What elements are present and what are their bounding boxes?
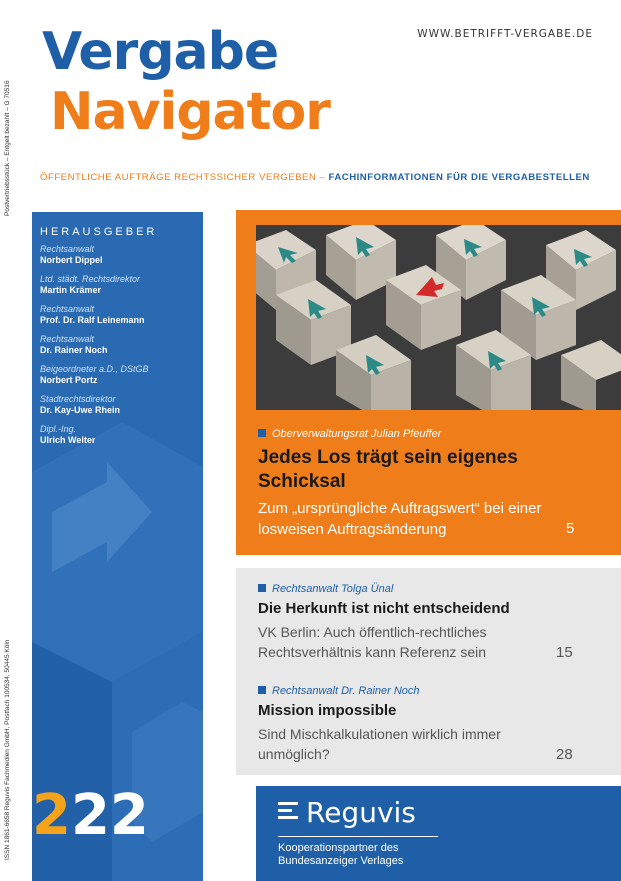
herausgeber-name: Prof. Dr. Ralf Leinemann <box>40 315 145 325</box>
postal-imprint: Postvertriebsstück – Entgelt bezahlt – G 70516 <box>4 80 11 216</box>
herausgeber-name: Dr. Kay-Uwe Rhein <box>40 405 121 415</box>
article-subline: VK Berlin: Auch öffentlich-rechtliches Rechtsverhältnis kann Referenz sein <box>258 624 487 660</box>
tagline <box>40 172 590 183</box>
herausgeber-item <box>40 364 200 386</box>
bullet-square-icon <box>258 686 266 694</box>
lead-article-page: 5 <box>566 520 575 537</box>
herausgeber-role: Rechtsanwalt <box>40 304 95 314</box>
herausgeber-title: HERAUSGEBER <box>40 226 158 238</box>
publisher-block <box>256 786 621 881</box>
article-page: 28 <box>556 746 573 763</box>
herausgeber-item <box>40 424 200 446</box>
tagline-part2: FACHINFORMATIONEN FÜR DIE VERGABESTELLEN <box>328 172 590 183</box>
cover-photo-arrow-cubes <box>256 225 621 410</box>
website-url[interactable]: WWW.BETRIFFT-VERGABE.DE <box>417 28 593 40</box>
publisher-divider <box>278 836 438 837</box>
article-page: 15 <box>556 644 573 661</box>
reguvis-logo-icon <box>278 800 300 820</box>
herausgeber-name: Dr. Rainer Noch <box>40 345 108 355</box>
article-headline[interactable]: Mission impossible <box>258 702 397 719</box>
herausgeber-list <box>40 244 200 454</box>
issn-imprint: ISSN 1861-6658 Reguvis Fachmedien GmbH, Postfach 100534, 50445 Köln <box>4 639 11 860</box>
issue-number <box>32 783 149 848</box>
lead-article-author: Oberverwaltungsrat Julian Pfeuffer <box>258 428 441 440</box>
herausgeber-role: Stadtrechtsdirektor <box>40 394 116 404</box>
issue-year: 22 <box>70 783 149 848</box>
article-subline: Sind Mischkalkulationen wirklich immer unmöglich? <box>258 726 501 762</box>
herausgeber-item <box>40 274 200 296</box>
article-headline[interactable]: Die Herkunft ist nicht entscheidend <box>258 600 510 617</box>
herausgeber-item <box>40 334 200 356</box>
tagline-part1: ÖFFENTLICHE AUFTRÄGE RECHTSSICHER VERGEBEN – <box>40 172 326 183</box>
arrow-cubes-illustration <box>256 225 621 410</box>
herausgeber-name: Norbert Dippel <box>40 255 103 265</box>
publisher-subline: Kooperationspartner des Bundesanzeiger Verlages <box>278 842 404 867</box>
logo-navigator: Navigator <box>50 82 330 142</box>
herausgeber-role: Ltd. städt. Rechtsdirektor <box>40 274 141 284</box>
article-author: Rechtsanwalt Tolga Ünal <box>258 583 393 595</box>
publisher-name: Reguvis <box>306 796 416 829</box>
herausgeber-item <box>40 394 200 416</box>
logo-vergabe: Vergabe <box>42 22 279 82</box>
herausgeber-name: Martin Krämer <box>40 285 102 295</box>
herausgeber-name: Norbert Portz <box>40 375 98 385</box>
herausgeber-role: Dipl.-Ing. <box>40 424 77 434</box>
bullet-square-icon <box>258 429 266 437</box>
herausgeber-column <box>32 212 203 881</box>
herausgeber-name: Ulrich Welter <box>40 435 96 445</box>
lead-article-headline[interactable]: Jedes Los trägt sein eigenes Schicksal <box>258 447 518 492</box>
bullet-square-icon <box>258 584 266 592</box>
article-author: Rechtsanwalt Dr. Rainer Noch <box>258 685 420 697</box>
herausgeber-role: Rechtsanwalt <box>40 244 95 254</box>
herausgeber-item <box>40 244 200 266</box>
issue-number-digit: 2 <box>32 783 71 848</box>
herausgeber-item <box>40 304 200 326</box>
lead-article-subline: Zum „ursprüngliche Auftragswert“ bei einer losweisen Auftragsänderung <box>258 500 542 538</box>
herausgeber-role: Beigeordneter a.D., DStGB <box>40 364 149 374</box>
herausgeber-role: Rechtsanwalt <box>40 334 95 344</box>
